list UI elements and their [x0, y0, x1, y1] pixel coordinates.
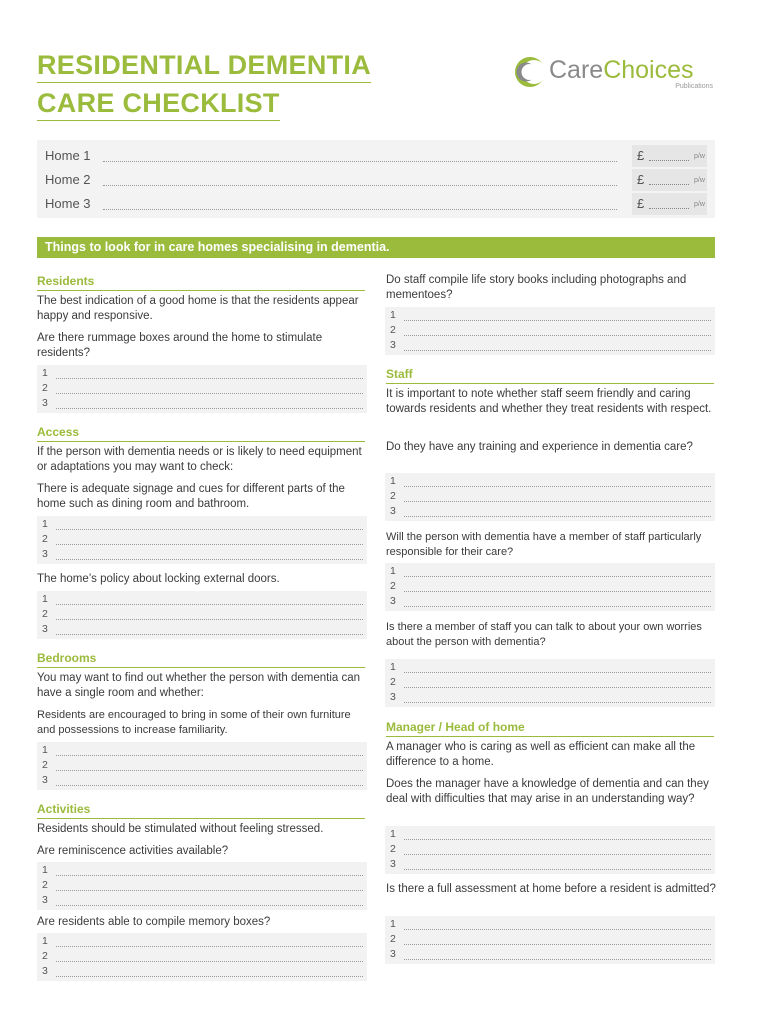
answer-number: 3	[42, 623, 48, 635]
answer-number: 1	[390, 565, 396, 577]
section-heading-staff: Staff	[386, 367, 714, 384]
answer-number: 1	[390, 475, 396, 487]
answer-line-field[interactable]	[404, 501, 711, 502]
home-label: Home 3	[45, 196, 91, 211]
home-name-field[interactable]	[103, 161, 617, 162]
answer-box	[37, 591, 367, 639]
section-heading-residents: Residents	[37, 274, 365, 291]
paragraph: A manager who is caring as well as efficient can make all the difference to a home.	[386, 741, 696, 768]
answer-line-field[interactable]	[404, 687, 711, 688]
home-name-field[interactable]	[103, 185, 617, 186]
answer-line-field[interactable]	[404, 854, 711, 855]
answer-number: 1	[42, 518, 48, 530]
answer-number: 1	[42, 593, 48, 605]
answer-box	[385, 563, 715, 611]
answer-line-field[interactable]	[404, 959, 711, 960]
answer-box	[385, 916, 715, 964]
answer-line-field[interactable]	[404, 320, 711, 321]
answer-number: 2	[390, 676, 396, 688]
answer-number: 3	[390, 691, 396, 703]
paragraph: The best indication of a good home is that the residents appear happy and responsive.	[37, 295, 359, 322]
answer-line-field[interactable]	[56, 408, 363, 409]
paragraph: It is important to note whether staff seem friendly and caring towards residents and whether they treat residents with respect.	[386, 388, 712, 415]
answer-line-field[interactable]	[404, 486, 711, 487]
price-field[interactable]: £ p/w	[632, 193, 707, 215]
answer-number: 2	[42, 879, 48, 891]
answer-box	[37, 933, 367, 981]
answer-number: 3	[390, 339, 396, 351]
paragraph: Is there a member of staff you can talk to about your own worries about the person with dementia?	[386, 621, 702, 648]
answer-number: 2	[42, 533, 48, 545]
answer-box	[385, 473, 715, 521]
answer-box	[385, 826, 715, 874]
answer-number: 3	[42, 894, 48, 906]
answer-line-field[interactable]	[56, 890, 363, 891]
answer-line-field[interactable]	[404, 335, 711, 336]
answer-number: 1	[42, 367, 48, 379]
answer-line-field[interactable]	[404, 869, 711, 870]
answer-number: 3	[390, 595, 396, 607]
answer-line-field[interactable]	[56, 976, 363, 977]
answer-box	[385, 659, 715, 707]
answer-number: 2	[390, 933, 396, 945]
answer-number: 2	[42, 608, 48, 620]
paragraph: You may want to find out whether the person with dementia can have a single room and whether:	[37, 672, 361, 699]
paragraph: Residents are encouraged to bring in some of their own furniture and possessions to increase familiarity.	[37, 709, 351, 736]
answer-line-field[interactable]	[56, 529, 363, 530]
answer-line-field[interactable]	[56, 961, 363, 962]
answer-number: 2	[42, 759, 48, 771]
paragraph: Does the manager have a knowledge of dementia and can they deal with difficulties that may arise in an understanding way?	[386, 778, 709, 805]
section-heading-bedrooms: Bedrooms	[37, 651, 365, 668]
paragraph: There is adequate signage and cues for different parts of the home such as dining room and bathroom.	[37, 483, 345, 510]
answer-number: 2	[390, 843, 396, 855]
price-field[interactable]: £ p/w	[632, 145, 707, 167]
answer-line-field[interactable]	[404, 929, 711, 930]
home-row	[45, 145, 707, 167]
answer-number: 1	[390, 309, 396, 321]
paragraph: The home’s policy about locking external doors.	[37, 573, 280, 585]
section-heading-manager: Manager / Head of home	[386, 720, 714, 737]
answer-line-field[interactable]	[56, 785, 363, 786]
paragraph: Do they have any training and experience in dementia care?	[386, 441, 693, 453]
answer-line-field[interactable]	[56, 634, 363, 635]
answer-line-field[interactable]	[56, 755, 363, 756]
answer-number: 3	[42, 965, 48, 977]
answer-number: 1	[42, 864, 48, 876]
page-title-line2: CARE CHECKLIST	[37, 88, 280, 121]
answer-line-field[interactable]	[404, 839, 711, 840]
answer-number: 3	[390, 505, 396, 517]
section-heading-access: Access	[37, 425, 365, 442]
answer-line-field[interactable]	[56, 946, 363, 947]
paragraph: Are reminiscence activities available?	[37, 845, 229, 857]
answer-line-field[interactable]	[56, 559, 363, 560]
paragraph: Is there a full assessment at home before a resident is admitted?	[386, 883, 716, 895]
answer-number: 1	[42, 744, 48, 756]
answer-line-field[interactable]	[56, 393, 363, 394]
answer-box	[37, 862, 367, 910]
paragraph: Are there rummage boxes around the home to stimulate residents?	[37, 332, 323, 359]
answer-box	[37, 742, 367, 790]
page-title-line1: RESIDENTIAL DEMENTIA	[37, 50, 371, 83]
answer-line-field[interactable]	[56, 905, 363, 906]
answer-box	[37, 365, 367, 413]
answer-number: 3	[42, 774, 48, 786]
logo-subtitle: Publications	[675, 83, 713, 90]
homes-panel	[37, 140, 715, 218]
answer-line-field[interactable]	[404, 516, 711, 517]
paragraph: Do staff compile life story books including photographs and mementoes?	[386, 274, 687, 301]
answer-number: 3	[390, 858, 396, 870]
paragraph: Will the person with dementia have a member of staff particularly responsible for their care?	[386, 531, 702, 558]
answer-line-field[interactable]	[404, 350, 711, 351]
answer-box	[37, 516, 367, 564]
answer-number: 1	[390, 918, 396, 930]
answer-number: 2	[42, 950, 48, 962]
home-row	[45, 193, 707, 215]
home-name-field[interactable]	[103, 209, 617, 210]
answer-number: 2	[390, 580, 396, 592]
home-row	[45, 169, 707, 191]
section-heading-activities: Activities	[37, 802, 365, 819]
price-field[interactable]: £ p/w	[632, 169, 707, 191]
answer-line-field[interactable]	[56, 875, 363, 876]
answer-number: 2	[390, 490, 396, 502]
answer-line-field[interactable]	[56, 378, 363, 379]
answer-line-field[interactable]	[404, 576, 711, 577]
answer-number: 3	[42, 397, 48, 409]
answer-box	[385, 307, 715, 355]
paragraph: Are residents able to compile memory boxes?	[37, 916, 271, 928]
answer-line-field[interactable]	[56, 619, 363, 620]
answer-line-field[interactable]	[404, 606, 711, 607]
answer-line-field[interactable]	[56, 604, 363, 605]
home-label: Home 1	[45, 148, 91, 163]
home-label: Home 2	[45, 172, 91, 187]
logo-wordmark: CareChoices	[549, 56, 694, 84]
answer-line-field[interactable]	[404, 944, 711, 945]
answer-number: 3	[42, 548, 48, 560]
answer-number: 1	[390, 828, 396, 840]
paragraph: Residents should be stimulated without feeling stressed.	[37, 823, 324, 835]
answer-line-field[interactable]	[56, 544, 363, 545]
answer-number: 2	[390, 324, 396, 336]
paragraph: If the person with dementia needs or is likely to need equipment or adaptations you may want to check:	[37, 446, 362, 473]
answer-number: 3	[390, 948, 396, 960]
answer-number: 1	[390, 661, 396, 673]
answer-line-field[interactable]	[404, 702, 711, 703]
care-choices-logo	[513, 54, 723, 94]
section-banner: Things to look for in care homes specialising in dementia.	[37, 237, 715, 258]
answer-line-field[interactable]	[404, 591, 711, 592]
answer-line-field[interactable]	[404, 672, 711, 673]
answer-number: 1	[42, 935, 48, 947]
logo-crescent-icon	[513, 54, 547, 90]
answer-number: 2	[42, 382, 48, 394]
answer-line-field[interactable]	[56, 770, 363, 771]
